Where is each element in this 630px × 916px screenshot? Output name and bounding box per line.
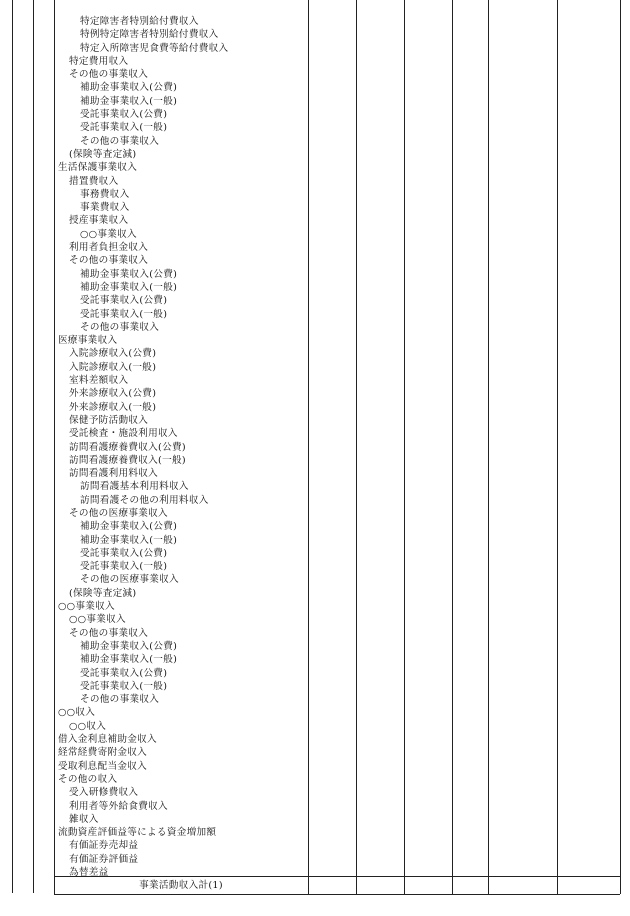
account-item-row: その他の事業収入	[69, 255, 149, 267]
account-item-row: 受託事業収入(一般)	[80, 680, 168, 692]
account-item-row: 利用者等外給食費収入	[69, 800, 168, 812]
table-bottom-rule	[54, 894, 620, 895]
column-rule	[356, 0, 357, 894]
account-item-row: 受託事業収入(公費)	[80, 547, 168, 559]
account-item-row: 訪問看護療養費収入(公費)	[69, 441, 186, 453]
account-item-row: ○○事業収入	[58, 601, 115, 613]
account-item-row: その他の収入	[58, 773, 118, 785]
account-item-row: 補助金事業収入(一般)	[80, 534, 178, 546]
account-item-row: 訪問看護その他の利用料収入	[80, 494, 209, 506]
account-item-row: 受託検査・施設利用収入	[69, 428, 178, 440]
account-item-row: 訪問看護利用料収入	[69, 468, 159, 480]
account-item-row: 入院診療収入(一般)	[69, 361, 157, 373]
account-item-row: (保険等査定減)	[69, 587, 137, 599]
account-item-row: 受入研修費収入	[69, 787, 139, 799]
account-item-row: その他の医療事業収入	[69, 507, 168, 519]
account-item-row: 訪問看護基本利用料収入	[80, 481, 189, 493]
total-row-label: 事業活動収入計(1)	[139, 880, 223, 891]
account-item-row: 入院診療収入(公費)	[69, 348, 157, 360]
account-item-row: 特例特定障害者特別給付費収入	[80, 29, 219, 41]
account-item-row: 外来診療収入(公費)	[69, 388, 157, 400]
account-item-row: 特定障害者特別給付費収入	[80, 16, 199, 27]
account-item-row: 流動資産評価益等による資金増加額	[58, 827, 217, 839]
account-item-row: 補助金事業収入(公費)	[80, 268, 178, 280]
account-item-row: その他の事業収入	[80, 694, 160, 706]
account-item-row: 室料差額収入	[69, 375, 129, 387]
column-rule	[54, 0, 55, 894]
account-item-row: 受取利息配当金収入	[58, 760, 148, 772]
account-item-row: 措置費収入	[69, 175, 119, 187]
column-rule	[557, 0, 558, 894]
account-item-row: 事業費収入	[80, 202, 130, 214]
account-item-list	[58, 15, 308, 879]
account-item-row: 補助金事業収入(一般)	[80, 95, 178, 107]
account-item-row: 授産事業収入	[69, 215, 129, 227]
account-item-row: 受託事業収入(公費)	[80, 295, 168, 307]
account-item-row: その他の事業収入	[69, 627, 149, 639]
account-item-row: 雑収入	[69, 813, 99, 825]
account-item-row: 保健予防活動収入	[69, 414, 149, 426]
account-item-row: (保険等査定減)	[69, 148, 137, 160]
column-rule	[488, 0, 489, 894]
account-item-row: その他の事業収入	[69, 69, 149, 81]
account-item-row: 補助金事業収入(一般)	[80, 654, 178, 666]
account-item-row: 受託事業収入(一般)	[80, 561, 168, 573]
account-item-row: 事務費収入	[80, 188, 130, 200]
account-item-row: その他の事業収入	[80, 135, 160, 147]
account-item-row: ○○事業収入	[69, 614, 126, 626]
column-rule	[308, 0, 309, 894]
account-item-row: 受託事業収入(公費)	[80, 109, 168, 121]
account-item-row: 生活保護事業収入	[58, 162, 138, 174]
account-item-row: 有価証券評価益	[69, 853, 139, 865]
account-item-row: 利用者負担金収入	[69, 242, 149, 254]
column-rule	[620, 0, 621, 894]
account-item-row: 経常経費寄附金収入	[58, 747, 148, 759]
account-item-row: 補助金事業収入(公費)	[80, 640, 178, 652]
column-rule	[33, 0, 34, 893]
account-item-row: 有価証券売却益	[69, 840, 139, 852]
column-rule	[452, 0, 453, 894]
account-item-row: 受託事業収入(一般)	[80, 308, 168, 320]
account-item-row: 為替差益	[69, 867, 109, 878]
account-item-row: 補助金事業収入(一般)	[80, 281, 178, 293]
account-item-row: 受託事業収入(公費)	[80, 667, 168, 679]
account-item-row: ○○収入	[58, 707, 96, 719]
column-rule	[404, 0, 405, 894]
account-item-row: ○○収入	[69, 720, 107, 732]
account-item-row: 特定費用収入	[69, 55, 129, 67]
account-item-row: ○○事業収入	[80, 228, 137, 240]
account-item-row: その他の事業収入	[80, 321, 160, 333]
account-item-row: 補助金事業収入(公費)	[80, 521, 178, 533]
column-rule	[12, 0, 13, 893]
account-item-row: 外来診療収入(一般)	[69, 401, 157, 413]
account-item-row: 借入金利息補助金収入	[58, 734, 157, 746]
account-item-row: 特定入所障害児食費等給付費収入	[80, 42, 229, 54]
account-item-row: 受託事業収入(一般)	[80, 122, 168, 134]
account-item-row: 補助金事業収入(公費)	[80, 82, 178, 94]
account-item-row: 医療事業収入	[58, 335, 118, 347]
account-item-row: その他の医療事業収入	[80, 574, 179, 586]
account-item-row: 訪問看護療養費収入(一般)	[69, 454, 186, 466]
